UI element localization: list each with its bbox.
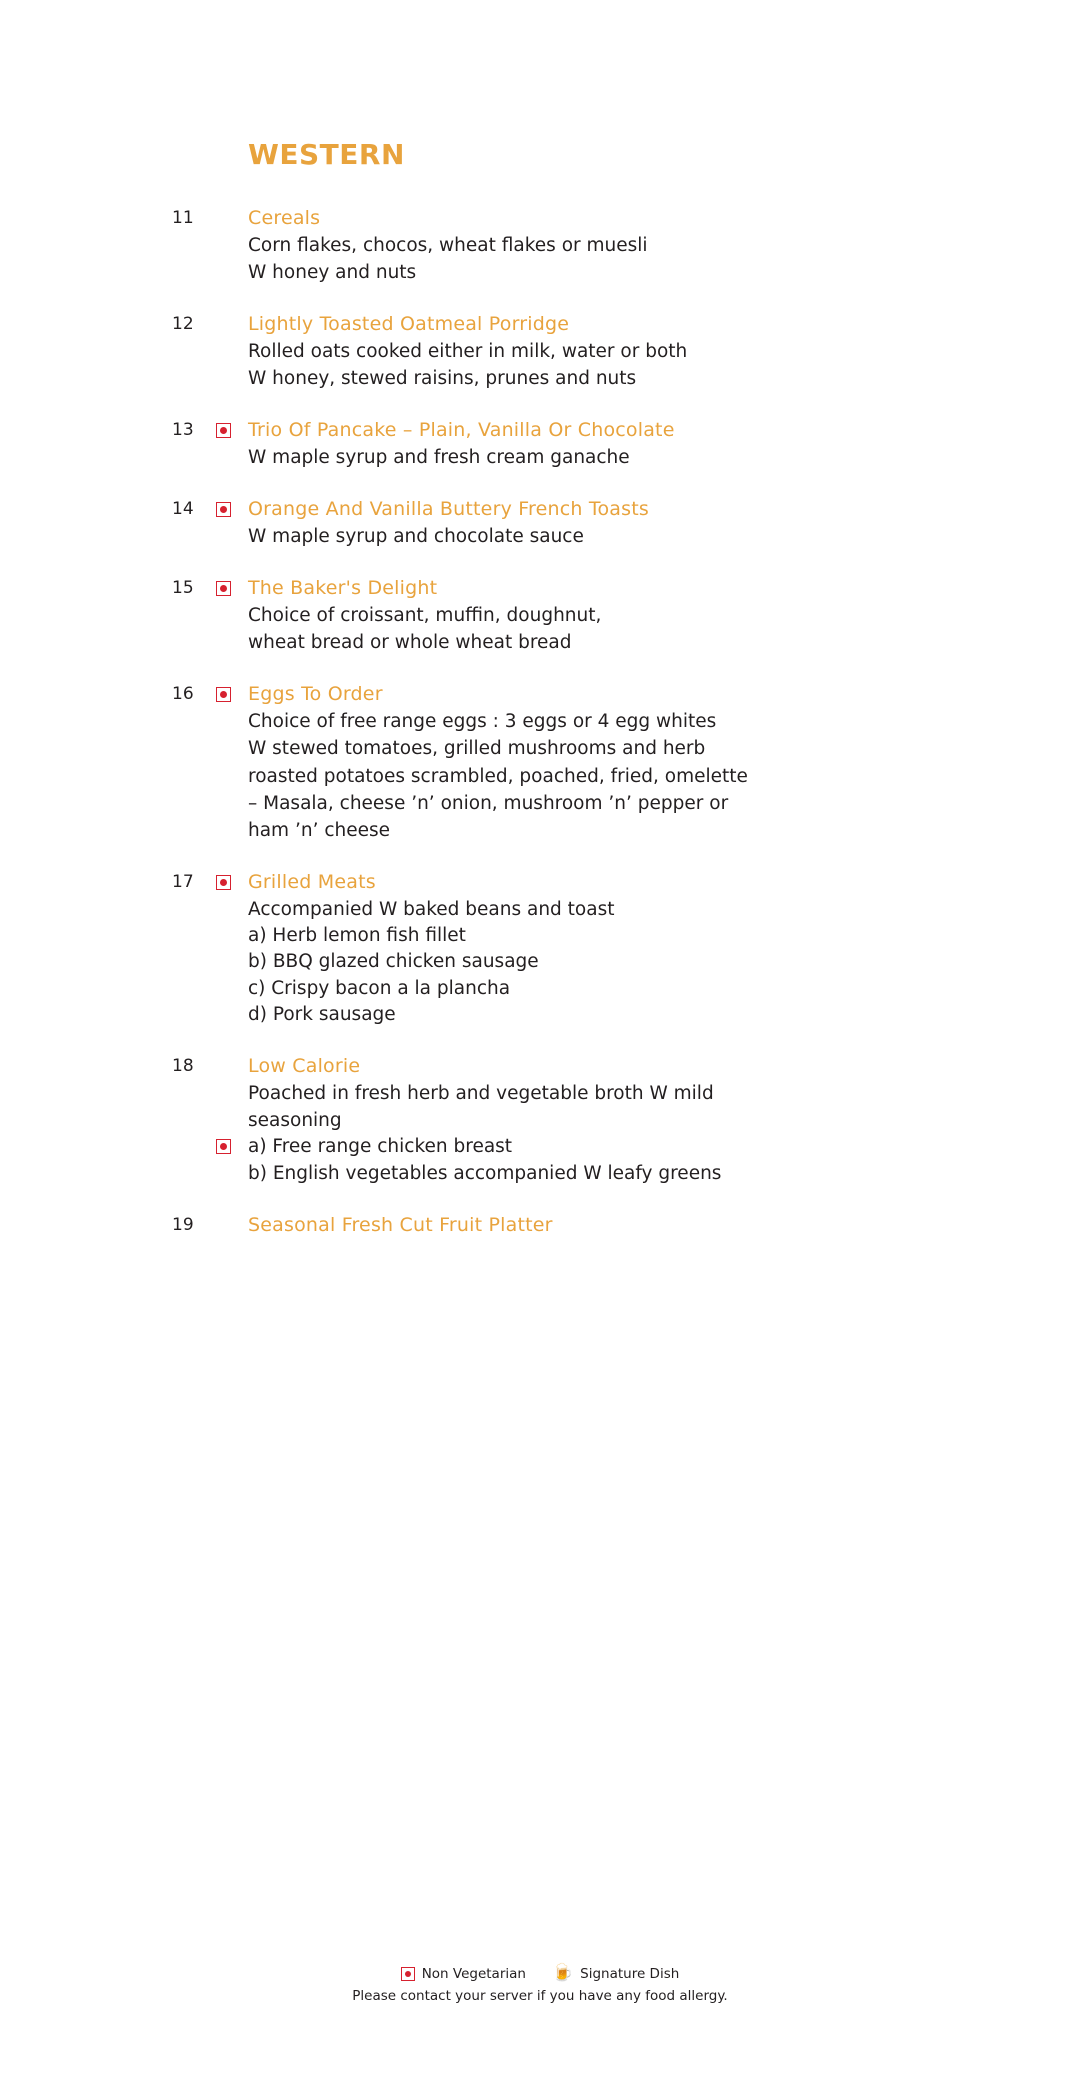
menu-item-body bbox=[248, 1213, 1080, 1239]
menu-item-number: 11 bbox=[172, 208, 194, 228]
menu-item-body bbox=[248, 1054, 1080, 1187]
menu-item-description-line: Corn flakes, chocos, wheat flakes or muesli bbox=[248, 234, 648, 256]
menu-item-number: 15 bbox=[172, 578, 194, 599]
legend-label-nonvegetarian: Non Vegetarian bbox=[421, 1965, 526, 1982]
menu-sub-item-label: d) Pork sausage bbox=[248, 1004, 396, 1025]
menu-item bbox=[0, 870, 1080, 1028]
non-vegetarian-icon bbox=[401, 1967, 415, 1981]
non-vegetarian-icon bbox=[216, 875, 231, 890]
menu-item-description-line: seasoning bbox=[248, 1110, 342, 1132]
menu-sub-item bbox=[248, 1134, 1020, 1160]
menu-item-name: Grilled Meats bbox=[248, 871, 376, 894]
legend-item-signature bbox=[552, 1965, 679, 1982]
menu-sub-item-label: c) Crispy bacon a la plancha bbox=[248, 977, 511, 999]
menu-item-number: 16 bbox=[172, 684, 194, 705]
non-vegetarian-icon bbox=[216, 423, 231, 438]
menu-item-name: Low Calorie bbox=[248, 1055, 361, 1078]
menu-sub-item-label: a) Herb lemon fish fillet bbox=[248, 925, 466, 947]
menu-item-name: Orange And Vanilla Buttery French Toasts bbox=[248, 498, 649, 521]
menu-item-description-line: ham ’n’ cheese bbox=[248, 820, 391, 842]
legend-item-nonvegetarian bbox=[401, 1966, 526, 1982]
menu-item bbox=[0, 682, 1080, 844]
menu-item-description-line: – Masala, cheese ’n’ onion, mushroom ’n’ pepper or bbox=[248, 792, 729, 814]
menu-item-description-line: W honey and nuts bbox=[248, 261, 417, 283]
page-title: WESTERN bbox=[248, 138, 405, 171]
non-vegetarian-icon bbox=[216, 502, 231, 517]
menu-item bbox=[0, 497, 1080, 550]
menu-item-body bbox=[248, 576, 1080, 656]
menu-sub-item-label: a) Free range chicken breast bbox=[248, 1136, 513, 1158]
menu-item bbox=[0, 418, 1080, 471]
signature-dish-icon: 🍺 bbox=[551, 1963, 574, 1983]
non-vegetarian-icon bbox=[216, 581, 231, 596]
menu-item-description-line: Choice of croissant, muffin, doughnut, bbox=[248, 604, 602, 626]
menu-item-name: Seasonal Fresh Cut Fruit Platter bbox=[248, 1213, 553, 1236]
menu-item bbox=[0, 312, 1080, 392]
menu-sub-item-label: b) English vegetables accompanied W leafy greens bbox=[248, 1162, 722, 1184]
menu-item-body bbox=[248, 312, 1080, 392]
menu-item-description-line: Accompanied W baked beans and toast bbox=[248, 898, 615, 920]
menu-item-description-line: Poached in fresh herb and vegetable broth W mild bbox=[248, 1082, 714, 1104]
menu-item-body bbox=[248, 870, 1080, 1028]
menu-item-number: 14 bbox=[172, 499, 194, 520]
menu-item-number: 19 bbox=[172, 1214, 194, 1235]
menu-item-name: Lightly Toasted Oatmeal Porridge bbox=[248, 313, 570, 336]
menu-item-body bbox=[248, 418, 1080, 471]
menu-item-description-line: W maple syrup and fresh cream ganache bbox=[248, 446, 630, 468]
menu-sub-item bbox=[248, 949, 1020, 975]
menu-item bbox=[0, 1054, 1080, 1187]
menu-item-number: 18 bbox=[172, 1056, 194, 1077]
menu-item-name: Eggs To Order bbox=[248, 683, 383, 706]
menu-item bbox=[0, 576, 1080, 656]
menu-item-body bbox=[248, 682, 1080, 844]
menu-item-description-line: roasted potatoes scrambled, poached, fried, omelette bbox=[248, 765, 748, 787]
menu-item-number: 17 bbox=[172, 872, 194, 893]
menu-sub-item bbox=[248, 976, 1020, 1002]
menu-item-description-line: wheat bread or whole wheat bread bbox=[248, 632, 572, 654]
menu-item-description-line: W maple syrup and chocolate sauce bbox=[248, 525, 584, 547]
menu-item-list bbox=[0, 206, 1080, 1265]
menu-item bbox=[0, 206, 1080, 286]
menu-item-number: 12 bbox=[172, 314, 194, 335]
menu-item-name: Trio Of Pancake – Plain, Vanilla Or Chocolate bbox=[248, 419, 675, 442]
legend-label-signature: Signature Dish bbox=[580, 1965, 680, 1982]
page-footer bbox=[0, 1965, 1080, 2004]
menu-item-description-line: W honey, stewed raisins, prunes and nuts bbox=[248, 368, 637, 390]
allergy-note: Please contact your server if you have any food allergy. bbox=[352, 1988, 728, 2004]
non-vegetarian-icon bbox=[216, 1139, 231, 1154]
menu-sub-item bbox=[248, 1002, 1020, 1028]
menu-item-name: The Baker's Delight bbox=[248, 577, 438, 600]
menu-item-description-line: W stewed tomatoes, grilled mushrooms and herb bbox=[248, 738, 706, 760]
menu-sub-item-label: b) BBQ glazed chicken sausage bbox=[248, 951, 539, 973]
menu-item-body bbox=[248, 497, 1080, 550]
legend bbox=[0, 1965, 1080, 1982]
menu-item-name: Cereals bbox=[248, 207, 321, 229]
menu-item-description-line: Choice of free range eggs : 3 eggs or 4 egg whites bbox=[248, 710, 717, 732]
non-vegetarian-icon bbox=[216, 687, 231, 702]
menu-item-body bbox=[248, 206, 1080, 286]
menu-item-number: 13 bbox=[172, 420, 194, 441]
menu-item bbox=[0, 1213, 1080, 1239]
menu-sub-item bbox=[248, 1161, 1020, 1187]
menu-sub-item bbox=[248, 923, 1020, 949]
menu-item-description-line: Rolled oats cooked either in milk, water or both bbox=[248, 340, 688, 362]
